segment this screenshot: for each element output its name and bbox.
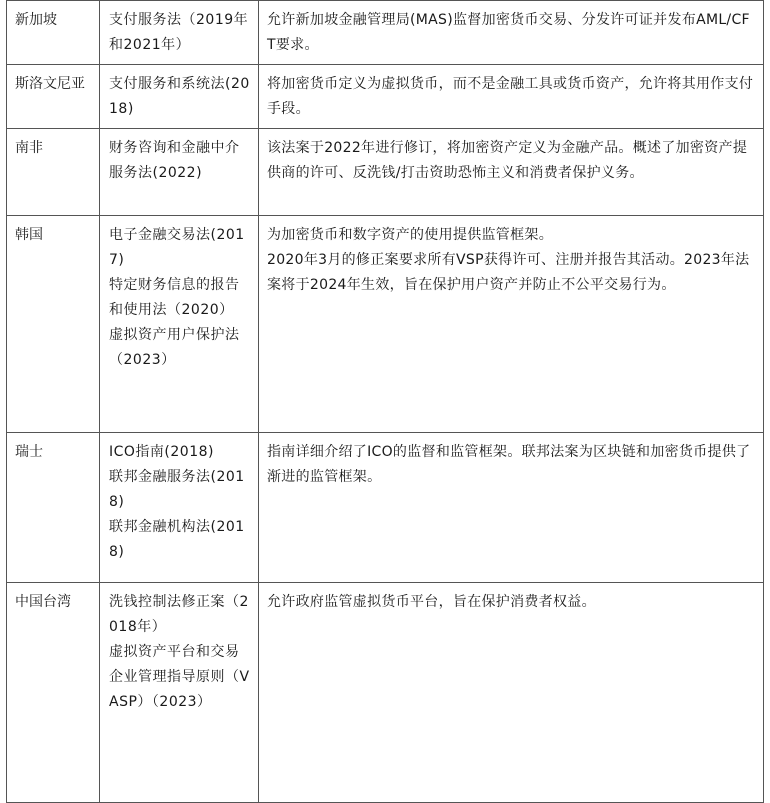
description-paragraph: 指南详细介绍了ICO的监督和监管框架。联邦法案为区块链和加密货币提供了渐进的监管框架。: [267, 444, 751, 485]
description-paragraph: 将加密货币定义为虚拟货币，而不是金融工具或货币资产，允许将其用作支付手段。: [267, 76, 754, 117]
country-cell: 斯洛文尼亚: [7, 65, 100, 129]
country-cell: 南非: [7, 129, 100, 216]
description-cell: [259, 1, 764, 65]
law-item: 支付服务法（2019年和2021年）: [109, 12, 249, 53]
table-row: [7, 65, 764, 129]
description-cell: [259, 65, 764, 129]
country-cell: 新加坡: [7, 1, 100, 65]
country-cell: 瑞士: [7, 433, 100, 583]
law-item: 虚拟资产平台和交易企业管理指导原则（VASP）（2023）: [109, 644, 250, 710]
table-row: [7, 1, 764, 65]
description-paragraph: 2020年3月的修正案要求所有VSP获得许可、注册并报告其活动。2023年法案将于2024年生效，旨在保护用户资产并防止不公平交易行为。: [267, 252, 750, 293]
country-cell: 中国台湾: [7, 583, 100, 803]
table-row: [7, 216, 764, 433]
law-item: 财务咨询和金融中介服务法(2022): [109, 140, 240, 181]
law-cell: [100, 1, 259, 65]
law-item: 电子金融交易法(2017): [109, 227, 245, 268]
table-row: [7, 129, 764, 216]
law-item: 洗钱控制法修正案（2018年）: [109, 594, 249, 635]
description-cell: [259, 216, 764, 433]
law-item: ICO指南(2018): [109, 444, 214, 460]
description-cell: [259, 129, 764, 216]
law-cell: [100, 583, 259, 803]
law-cell: [100, 216, 259, 433]
law-cell: [100, 129, 259, 216]
law-cell: [100, 65, 259, 129]
table-row: [7, 433, 764, 583]
description-paragraph: 允许新加坡金融管理局(MAS)监督加密货币交易、分发许可证并发布AML/CFT要求。: [267, 12, 750, 53]
law-item: 联邦金融机构法(2018): [109, 519, 245, 560]
description-paragraph: 为加密货币和数字资产的使用提供监管框架。: [267, 227, 553, 243]
description-cell: [259, 583, 764, 803]
description-cell: [259, 433, 764, 583]
regulation-table: [6, 0, 764, 803]
country-cell: 韩国: [7, 216, 100, 433]
law-item: 虚拟资产用户保护法（2023）: [109, 327, 240, 368]
law-item: 特定财务信息的报告和使用法（2020）: [109, 277, 240, 318]
description-paragraph: 允许政府监管虚拟货币平台，旨在保护消费者权益。: [267, 594, 596, 610]
law-item: 支付服务和系统法(2018): [109, 76, 250, 117]
description-paragraph: 该法案于2022年进行修订，将加密资产定义为金融产品。概述了加密资产提供商的许可、反洗钱/打击资助恐怖主义和消费者保护义务。: [267, 140, 748, 181]
law-item: 联邦金融服务法(2018): [109, 469, 245, 510]
law-cell: [100, 433, 259, 583]
table-row: [7, 583, 764, 803]
